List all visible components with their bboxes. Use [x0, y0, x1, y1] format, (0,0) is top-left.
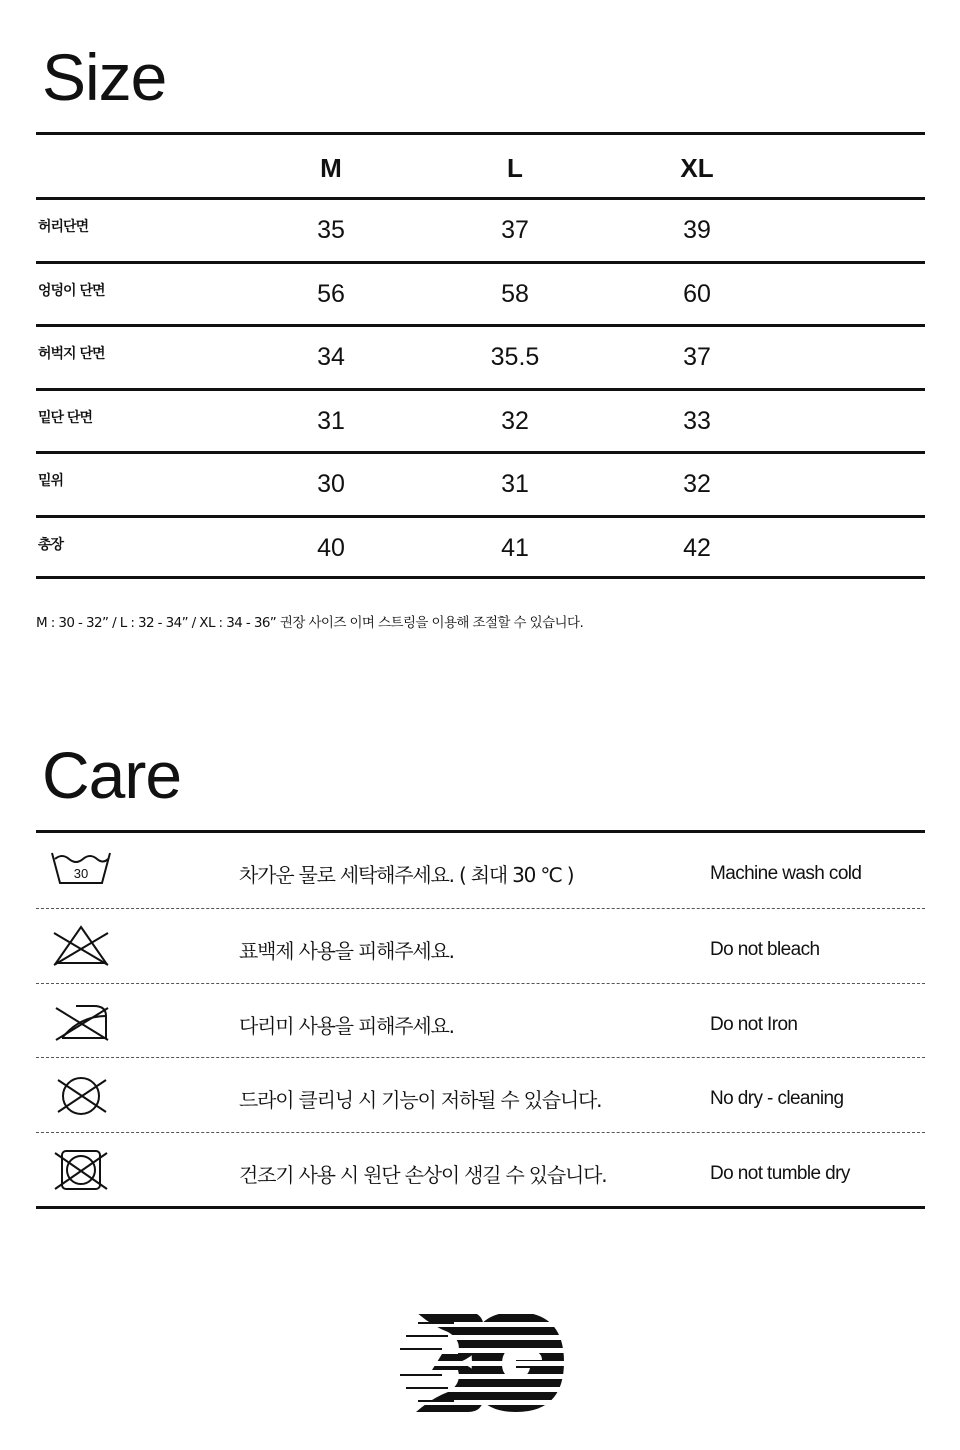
care-instruction-en: Do not Iron [710, 1013, 798, 1035]
size-cell: 30 [317, 470, 345, 499]
size-cell: 35 [317, 216, 345, 244]
care-instruction-en: No dry - cleaning [710, 1088, 844, 1109]
size-cell: 41 [501, 533, 529, 562]
size-header-row [36, 132, 925, 197]
care-instruction-ko: 드라이 클리닝 시 기능이 저하될 수 있습니다. [239, 1088, 602, 1112]
care-row [36, 908, 925, 983]
size-note: M : 30 - 32” / L : 32 - 34” / XL : 34 - 36” 권장 사이즈 이며 스트링을 이용해 조절할 수 있습니다. [36, 615, 584, 631]
brand-logo [398, 1312, 564, 1412]
size-cell: 35.5 [490, 343, 540, 372]
care-instruction-ko: 표백제 사용을 피해주세요. [239, 939, 454, 963]
wash-temperature-label: 30 [73, 866, 89, 881]
size-column-header: XL [680, 153, 714, 183]
size-cell: 32 [501, 406, 529, 435]
no-iron-icon [50, 998, 112, 1044]
size-row [36, 197, 925, 261]
size-cell: 42 [683, 533, 711, 562]
size-column-header: L [507, 153, 523, 183]
care-instruction-ko: 차가운 물로 세탁해주세요. ( 최대 30 ℃ ) [239, 863, 574, 887]
care-row [36, 983, 925, 1058]
size-cell: 32 [683, 470, 711, 499]
care-instruction-en: Do not bleach [710, 939, 820, 960]
size-cell: 37 [501, 216, 529, 244]
care-instruction-en: Do not tumble dry [710, 1162, 850, 1184]
size-row-label: 엉덩이 단면 [38, 282, 105, 299]
size-row-label: 총장 [38, 536, 64, 553]
no-bleach-icon [50, 923, 112, 969]
size-cell: 60 [683, 279, 711, 308]
care-row [36, 1057, 925, 1132]
size-cell: 31 [317, 406, 345, 435]
size-row [36, 261, 925, 325]
size-row [36, 388, 925, 452]
size-row [36, 324, 925, 388]
size-cell: 37 [683, 343, 711, 372]
size-cell: 34 [317, 343, 345, 372]
care-instruction-en: Machine wash cold [710, 863, 862, 884]
care-instruction-ko: 건조기 사용 시 원단 손상이 생길 수 있습니다. [239, 1162, 607, 1187]
care-row [36, 1132, 925, 1207]
size-cell: 40 [317, 533, 345, 562]
size-column-header: M [320, 153, 342, 183]
size-cell: 58 [501, 279, 529, 308]
size-cell: 39 [683, 216, 711, 244]
size-section-title: Size [42, 40, 167, 114]
size-cell: 56 [317, 279, 345, 308]
care-table [36, 830, 925, 1209]
wash-30-icon [50, 847, 112, 893]
size-row-label: 밑단 단면 [38, 409, 92, 426]
no-tumble-dry-icon [50, 1147, 112, 1193]
size-row [36, 515, 925, 579]
care-instruction-ko: 다리미 사용을 피해주세요. [239, 1013, 454, 1038]
size-row-label: 밑위 [38, 473, 64, 490]
size-row-label: 허리단면 [38, 219, 89, 235]
care-section-title: Care [42, 738, 182, 812]
care-row [36, 833, 925, 908]
no-dry-clean-icon [50, 1072, 112, 1118]
size-cell: 31 [501, 470, 529, 499]
size-table [36, 132, 925, 579]
size-cell: 33 [683, 406, 711, 435]
size-row-label: 허벅지 단면 [38, 346, 105, 363]
size-row [36, 451, 925, 515]
